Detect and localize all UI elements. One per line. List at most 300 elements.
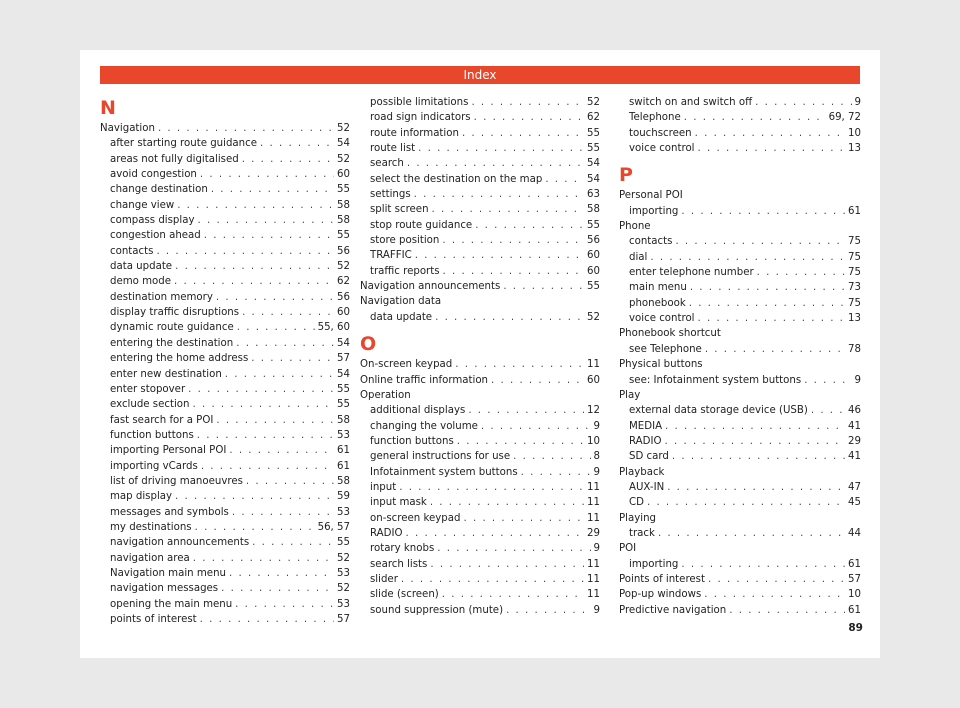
dot-leader bbox=[647, 495, 845, 510]
dot-leader bbox=[684, 110, 826, 125]
entry-page: 55 bbox=[587, 127, 600, 139]
index-entry bbox=[100, 305, 350, 320]
index-entry bbox=[619, 449, 861, 464]
dot-leader bbox=[704, 587, 845, 602]
dot-leader bbox=[474, 110, 584, 125]
index-entry bbox=[360, 218, 600, 233]
entry-label: messages and symbols bbox=[110, 506, 229, 518]
entry-label: navigation announcements bbox=[110, 537, 250, 549]
dot-leader bbox=[672, 449, 845, 464]
entry-label: points of interest bbox=[110, 614, 197, 625]
dot-leader bbox=[175, 259, 334, 274]
index-entry bbox=[360, 357, 600, 372]
entry-page: 58 bbox=[337, 475, 350, 487]
index-entry bbox=[100, 290, 350, 305]
index-entry bbox=[360, 187, 600, 202]
dot-leader bbox=[681, 557, 845, 572]
dot-leader bbox=[418, 141, 584, 156]
entry-page: 11 bbox=[587, 558, 600, 570]
entry-page: 56 bbox=[587, 235, 600, 247]
index-entry bbox=[100, 121, 350, 136]
dot-leader bbox=[174, 274, 334, 289]
dot-leader bbox=[430, 557, 584, 572]
dot-leader bbox=[755, 95, 851, 110]
index-entry bbox=[100, 228, 350, 243]
entry-label: after starting route guidance bbox=[110, 138, 258, 150]
entry-page: 9 bbox=[593, 466, 600, 478]
entry-label: areas not fully digitalised bbox=[110, 153, 239, 165]
entry-page: 61 bbox=[848, 205, 861, 217]
entry-label: congestion ahead bbox=[110, 230, 201, 242]
entry-label: traffic reports bbox=[370, 265, 440, 277]
index-entry bbox=[100, 136, 350, 151]
index-entry bbox=[619, 526, 861, 541]
entry-page: 56, 57 bbox=[317, 521, 350, 533]
entry-page: 54 bbox=[337, 368, 350, 380]
entry-page: 78 bbox=[848, 343, 861, 355]
entry-page: 10 bbox=[848, 127, 861, 139]
entry-label: Infotainment system buttons bbox=[370, 466, 518, 478]
entry-page: 62 bbox=[337, 276, 350, 288]
entry-label: importing bbox=[629, 205, 679, 217]
entry-page: 75 bbox=[848, 251, 861, 263]
index-entry bbox=[360, 465, 600, 480]
dot-leader bbox=[197, 428, 334, 443]
index-entry bbox=[360, 248, 600, 263]
entry-label: MEDIA bbox=[629, 420, 663, 432]
entry-page: 47 bbox=[848, 481, 861, 493]
entry-label: TRAFFIC bbox=[370, 250, 412, 262]
entry-label: input mask bbox=[370, 497, 427, 509]
entry-label: enter new destination bbox=[110, 368, 222, 380]
entry-page: 75 bbox=[848, 267, 861, 279]
index-entry bbox=[619, 603, 861, 618]
dot-leader bbox=[521, 465, 591, 480]
entry-page: 52 bbox=[337, 153, 350, 165]
dot-leader bbox=[407, 156, 584, 171]
index-column-1 bbox=[100, 95, 350, 627]
dot-leader bbox=[193, 551, 334, 566]
dot-leader bbox=[399, 480, 584, 495]
index-entry bbox=[619, 311, 861, 326]
entry-label: entering the destination bbox=[110, 337, 234, 349]
dot-leader bbox=[246, 474, 334, 489]
entry-page: 9 bbox=[854, 97, 861, 108]
entry-label: enter stopover bbox=[110, 383, 186, 395]
index-entry bbox=[100, 505, 350, 520]
index-entry bbox=[100, 213, 350, 228]
entry-label: change destination bbox=[110, 184, 208, 196]
entry-label: importing vCards bbox=[110, 460, 198, 472]
index-entry bbox=[360, 233, 600, 248]
entry-page: 60 bbox=[587, 250, 600, 262]
dot-leader bbox=[156, 244, 334, 259]
dot-leader bbox=[415, 248, 584, 263]
entry-page: 53 bbox=[337, 567, 350, 579]
index-heading: Play bbox=[619, 389, 641, 401]
dot-leader bbox=[690, 280, 845, 295]
entry-label: Navigation bbox=[100, 123, 155, 134]
entry-label: display traffic disruptions bbox=[110, 307, 240, 319]
index-entry bbox=[100, 612, 350, 627]
index-entry bbox=[619, 204, 861, 219]
index-heading: Personal POI bbox=[619, 190, 683, 202]
entry-label: importing Personal POI bbox=[110, 445, 227, 457]
index-entry bbox=[100, 351, 350, 366]
dot-leader bbox=[229, 566, 334, 581]
entry-page: 61 bbox=[848, 558, 861, 570]
dot-leader bbox=[475, 218, 584, 233]
index-entry bbox=[100, 367, 350, 382]
dot-leader bbox=[667, 480, 845, 495]
dot-leader bbox=[675, 234, 845, 249]
entry-page: 9 bbox=[593, 420, 600, 432]
index-entry bbox=[619, 434, 861, 449]
dot-leader bbox=[729, 603, 845, 618]
index-entry bbox=[619, 342, 861, 357]
index-entry bbox=[360, 110, 600, 125]
dot-leader bbox=[242, 152, 334, 167]
index-entry bbox=[100, 382, 350, 397]
entry-page: 12 bbox=[587, 405, 600, 417]
index-entry bbox=[619, 141, 861, 156]
index-entry bbox=[360, 310, 600, 325]
entry-label: select the destination on the map bbox=[370, 173, 543, 185]
index-heading: Phone bbox=[619, 221, 651, 233]
index-entry bbox=[100, 489, 350, 504]
index-entry bbox=[619, 234, 861, 249]
entry-label: data update bbox=[110, 261, 173, 273]
entry-page: 54 bbox=[337, 138, 350, 150]
entry-page: 10 bbox=[587, 435, 600, 447]
dot-leader bbox=[158, 121, 334, 136]
dot-leader bbox=[237, 320, 315, 335]
entry-label: RADIO bbox=[370, 527, 403, 539]
entry-label: input bbox=[370, 481, 397, 493]
entry-label: voice control bbox=[629, 313, 695, 325]
dot-leader bbox=[235, 597, 334, 612]
index-entry bbox=[100, 581, 350, 596]
entry-label: RADIO bbox=[629, 435, 662, 447]
entry-page: 58 bbox=[587, 204, 600, 216]
dot-leader bbox=[229, 443, 334, 458]
index-entry bbox=[619, 296, 861, 311]
entry-label: contacts bbox=[629, 236, 673, 248]
dot-leader bbox=[435, 310, 584, 325]
entry-page: 9 bbox=[593, 604, 600, 616]
entry-page: 58 bbox=[337, 215, 350, 227]
section-letter: P bbox=[619, 164, 633, 187]
entry-label: split screen bbox=[370, 204, 429, 216]
entry-label: my destinations bbox=[110, 521, 192, 533]
entry-label: data update bbox=[370, 311, 433, 323]
index-entry bbox=[619, 480, 861, 495]
index-entry bbox=[619, 587, 861, 602]
index-entry bbox=[100, 336, 350, 351]
index-heading: Operation bbox=[360, 389, 411, 401]
entry-label: external data storage device (USB) bbox=[629, 405, 808, 417]
entry-label: change view bbox=[110, 199, 175, 211]
dot-leader bbox=[216, 290, 334, 305]
entry-label: slide (screen) bbox=[370, 589, 439, 601]
entry-page: 53 bbox=[337, 598, 350, 610]
index-heading: Navigation data bbox=[360, 296, 442, 308]
index-heading: Physical buttons bbox=[619, 359, 703, 371]
entry-page: 55 bbox=[587, 219, 600, 231]
dot-leader bbox=[188, 382, 334, 397]
entry-page: 55, 60 bbox=[317, 322, 350, 334]
entry-label: possible limitations bbox=[370, 97, 469, 108]
index-entry bbox=[360, 172, 600, 187]
index-entry bbox=[619, 419, 861, 434]
entry-page: 8 bbox=[593, 451, 600, 463]
dot-leader bbox=[513, 449, 590, 464]
entry-label: opening the main menu bbox=[110, 598, 233, 610]
entry-label: changing the volume bbox=[370, 420, 478, 432]
entry-label: Predictive navigation bbox=[619, 604, 727, 616]
entry-label: additional displays bbox=[370, 405, 466, 417]
entry-page: 11 bbox=[587, 497, 600, 509]
index-entry bbox=[360, 526, 600, 541]
dot-leader bbox=[481, 419, 591, 434]
dot-leader bbox=[698, 311, 846, 326]
entry-label: destination memory bbox=[110, 291, 213, 303]
entry-label: voice control bbox=[629, 143, 695, 155]
entry-page: 45 bbox=[848, 497, 861, 509]
section-letter: O bbox=[360, 333, 377, 356]
entry-page: 62 bbox=[587, 112, 600, 124]
index-entry bbox=[360, 403, 600, 418]
entry-page: 55 bbox=[587, 143, 600, 155]
index-entry bbox=[360, 126, 600, 141]
index-heading: Phonebook shortcut bbox=[619, 328, 721, 340]
entry-page: 10 bbox=[848, 589, 861, 601]
dot-leader bbox=[260, 136, 334, 151]
dot-leader bbox=[221, 581, 334, 596]
dot-leader bbox=[225, 367, 334, 382]
index-entry bbox=[619, 572, 861, 587]
dot-leader bbox=[236, 336, 334, 351]
index-page bbox=[80, 50, 880, 658]
dot-leader bbox=[198, 213, 335, 228]
entry-label: function buttons bbox=[110, 429, 194, 441]
index-entry bbox=[619, 557, 861, 572]
entry-label: enter telephone number bbox=[629, 267, 754, 279]
entry-page: 55 bbox=[337, 184, 350, 196]
entry-label: search lists bbox=[370, 558, 428, 570]
index-entry bbox=[360, 141, 600, 156]
dot-leader bbox=[242, 305, 334, 320]
entry-label: list of driving manoeuvres bbox=[110, 475, 243, 487]
entry-label: store position bbox=[370, 235, 440, 247]
dot-leader bbox=[462, 126, 584, 141]
entry-label: navigation area bbox=[110, 552, 190, 564]
index-entry bbox=[619, 126, 861, 141]
entry-label: Online traffic information bbox=[360, 374, 489, 386]
dot-leader bbox=[658, 526, 845, 541]
entry-page: 75 bbox=[848, 297, 861, 309]
index-entry bbox=[100, 551, 350, 566]
entry-label: see Telephone bbox=[629, 343, 702, 355]
dot-leader bbox=[468, 403, 584, 418]
entry-page: 54 bbox=[337, 337, 350, 349]
dot-leader bbox=[708, 572, 845, 587]
entry-page: 58 bbox=[337, 414, 350, 426]
dot-leader bbox=[757, 265, 845, 280]
entry-page: 60 bbox=[337, 307, 350, 319]
dot-leader bbox=[681, 204, 845, 219]
index-entry bbox=[100, 198, 350, 213]
entry-page: 52 bbox=[337, 583, 350, 595]
dot-leader bbox=[211, 182, 334, 197]
entry-label: contacts bbox=[110, 245, 154, 257]
entry-page: 46 bbox=[848, 405, 861, 417]
entry-page: 55 bbox=[337, 399, 350, 411]
dot-leader bbox=[251, 351, 334, 366]
index-entry bbox=[100, 259, 350, 274]
index-entry bbox=[100, 428, 350, 443]
index-entry bbox=[360, 449, 600, 464]
index-entry bbox=[100, 167, 350, 182]
entry-label: dynamic route guidance bbox=[110, 322, 234, 334]
entry-page: 56 bbox=[337, 291, 350, 303]
dot-leader bbox=[443, 264, 584, 279]
dot-leader bbox=[442, 233, 584, 248]
entry-label: exclude section bbox=[110, 399, 190, 411]
page-number: 89 bbox=[848, 622, 863, 634]
entry-label: navigation messages bbox=[110, 583, 219, 595]
entry-page: 52 bbox=[337, 552, 350, 564]
entry-label: route list bbox=[370, 143, 416, 155]
entry-page: 58 bbox=[337, 199, 350, 211]
entry-label: track bbox=[629, 527, 655, 539]
entry-page: 44 bbox=[848, 527, 861, 539]
dot-leader bbox=[455, 357, 584, 372]
entry-label: road sign indicators bbox=[370, 112, 471, 124]
index-entry bbox=[100, 152, 350, 167]
entry-page: 60 bbox=[337, 169, 350, 181]
entry-page: 13 bbox=[848, 313, 861, 325]
dot-leader bbox=[463, 511, 584, 526]
index-entry bbox=[100, 244, 350, 259]
entry-page: 54 bbox=[587, 158, 600, 170]
entry-page: 55 bbox=[587, 281, 600, 293]
section-letter: N bbox=[100, 97, 116, 119]
entry-page: 60 bbox=[587, 265, 600, 277]
entry-page: 11 bbox=[587, 359, 600, 371]
entry-page: 52 bbox=[337, 261, 350, 273]
index-entry bbox=[100, 459, 350, 474]
index-entry bbox=[360, 480, 600, 495]
index-heading: Playback bbox=[619, 466, 665, 478]
entry-label: avoid congestion bbox=[110, 169, 197, 181]
dot-leader bbox=[665, 419, 845, 434]
dot-leader bbox=[175, 489, 334, 504]
entry-page: 61 bbox=[337, 445, 350, 457]
entry-label: settings bbox=[370, 189, 411, 201]
dot-leader bbox=[430, 495, 584, 510]
index-header: Index bbox=[100, 66, 860, 84]
index-heading: POI bbox=[619, 543, 637, 555]
index-entry bbox=[360, 541, 600, 556]
entry-page: 13 bbox=[848, 143, 861, 155]
entry-page: 55 bbox=[337, 383, 350, 395]
index-entry bbox=[619, 403, 861, 418]
index-entry bbox=[100, 474, 350, 489]
dot-leader bbox=[442, 587, 584, 602]
dot-leader bbox=[491, 373, 584, 388]
dot-leader bbox=[471, 95, 584, 110]
entry-label: Navigation announcements bbox=[360, 281, 501, 293]
entry-label: fast search for a POI bbox=[110, 414, 214, 426]
entry-page: 11 bbox=[587, 589, 600, 601]
dot-leader bbox=[650, 250, 845, 265]
dot-leader bbox=[193, 397, 335, 412]
index-entry bbox=[100, 413, 350, 428]
entry-page: 61 bbox=[337, 460, 350, 472]
index-entry bbox=[100, 443, 350, 458]
entry-label: slider bbox=[370, 573, 398, 585]
entry-label: map display bbox=[110, 491, 173, 503]
index-entry bbox=[100, 320, 350, 335]
entry-page: 29 bbox=[848, 435, 861, 447]
entry-page: 11 bbox=[587, 481, 600, 493]
index-column-2 bbox=[360, 95, 600, 618]
entry-page: 41 bbox=[848, 451, 861, 463]
entry-page: 53 bbox=[337, 429, 350, 441]
entry-label: CD bbox=[629, 497, 644, 509]
dot-leader bbox=[695, 126, 845, 141]
entry-page: 9 bbox=[593, 543, 600, 555]
entry-label: dial bbox=[629, 251, 648, 263]
entry-page: 52 bbox=[587, 97, 600, 108]
index-entry bbox=[100, 520, 350, 535]
entry-label: entering the home address bbox=[110, 353, 249, 365]
entry-label: demo mode bbox=[110, 276, 172, 288]
index-entry bbox=[100, 182, 350, 197]
dot-leader bbox=[232, 505, 334, 520]
entry-label: compass display bbox=[110, 215, 195, 227]
dot-leader bbox=[414, 187, 584, 202]
index-entry bbox=[360, 264, 600, 279]
entry-page: 75 bbox=[848, 236, 861, 248]
index-entry bbox=[360, 572, 600, 587]
entry-page: 52 bbox=[587, 311, 600, 323]
index-entry bbox=[360, 156, 600, 171]
dot-leader bbox=[457, 434, 584, 449]
dot-leader bbox=[252, 535, 334, 550]
entry-page: 59 bbox=[337, 491, 350, 503]
index-entry bbox=[619, 265, 861, 280]
entry-label: main menu bbox=[629, 282, 687, 294]
entry-label: importing bbox=[629, 558, 679, 570]
index-entry bbox=[619, 95, 861, 110]
entry-label: general instructions for use bbox=[370, 451, 511, 463]
index-entry bbox=[619, 373, 861, 388]
entry-label: function buttons bbox=[370, 435, 454, 447]
entry-page: 55 bbox=[337, 537, 350, 549]
index-entry bbox=[619, 250, 861, 265]
entry-label: stop route guidance bbox=[370, 219, 473, 231]
entry-page: 69, 72 bbox=[828, 112, 861, 124]
entry-label: route information bbox=[370, 127, 459, 139]
dot-leader bbox=[545, 172, 584, 187]
entry-label: search bbox=[370, 158, 404, 170]
entry-page: 52 bbox=[337, 123, 350, 134]
index-column-3 bbox=[619, 95, 861, 618]
dot-leader bbox=[698, 141, 846, 156]
index-entry bbox=[100, 566, 350, 581]
